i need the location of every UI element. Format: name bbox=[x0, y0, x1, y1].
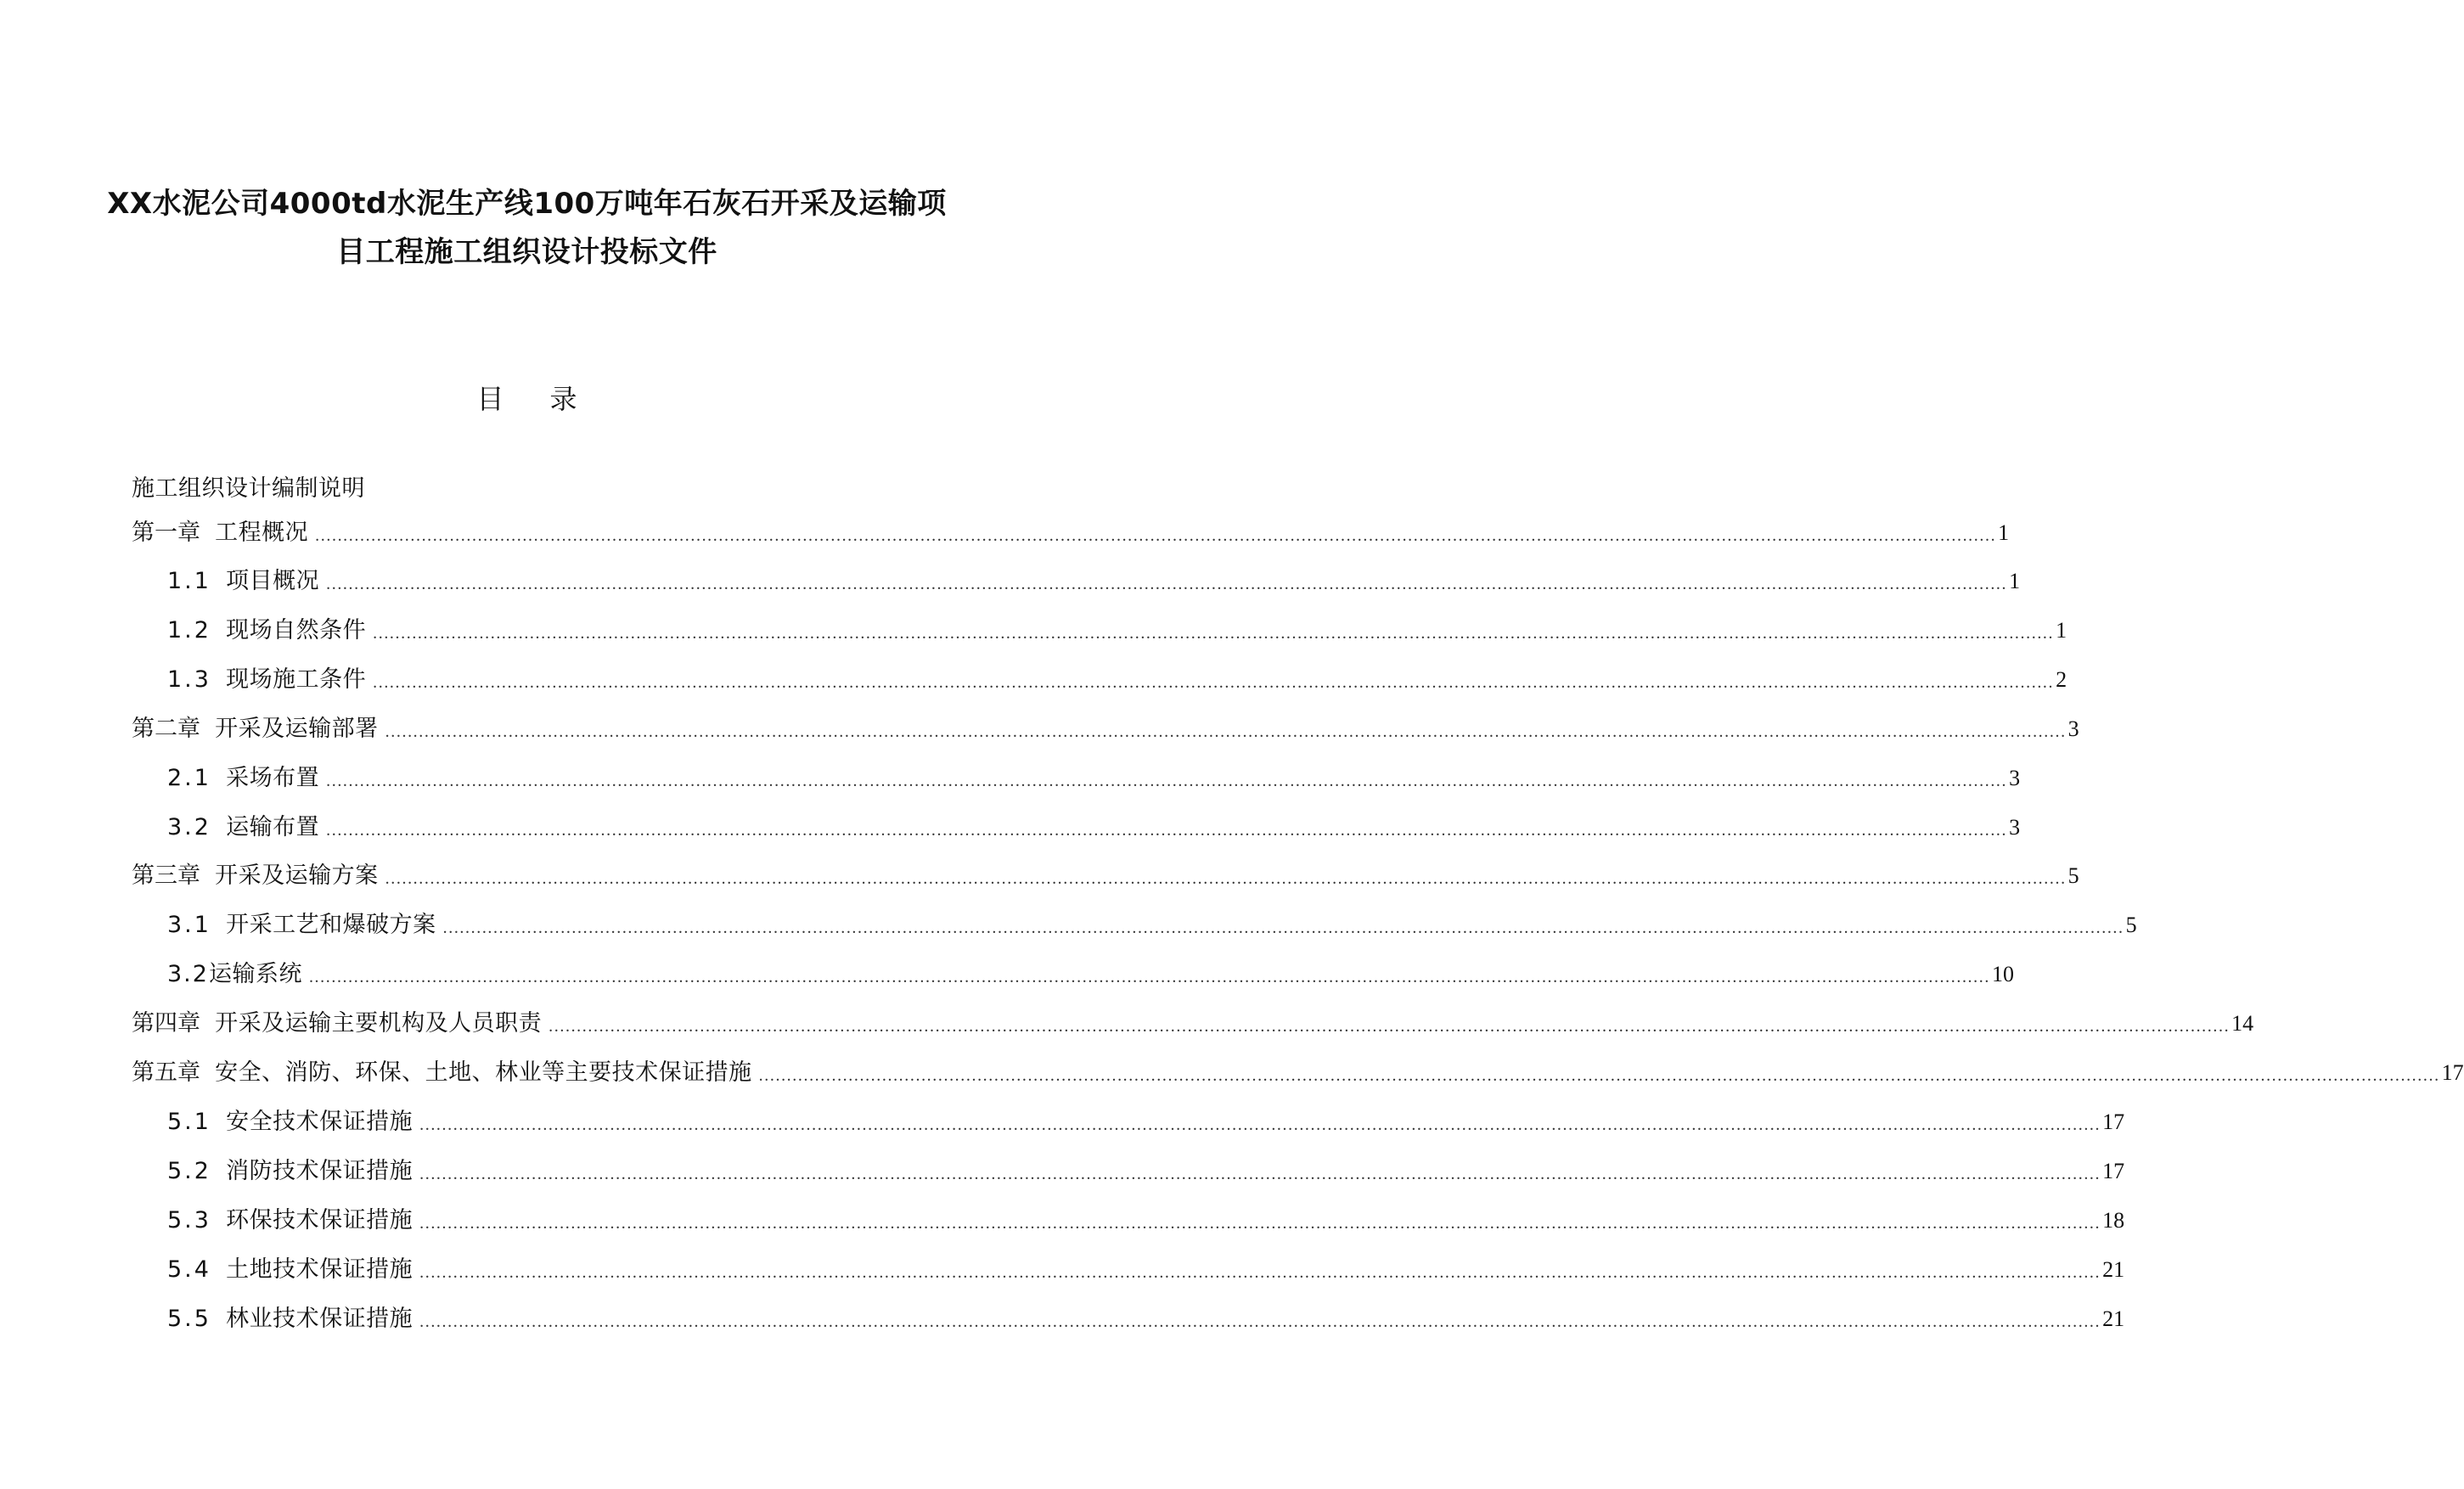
toc-entry-number: 3.2 bbox=[167, 961, 209, 987]
toc-entry-number: 5.5 bbox=[167, 1306, 211, 1332]
toc-heading-char-2: 录 bbox=[549, 383, 577, 415]
toc-entry-text: 消防技术保证措施 bbox=[226, 1158, 413, 1184]
toc-entry-section-5-2[interactable] bbox=[167, 1155, 2125, 1188]
toc-entry-text: 安全技术保证措施 bbox=[226, 1109, 413, 1135]
toc-preface-text: 施工组织设计编制说明 bbox=[132, 475, 365, 502]
toc-entry-section-5-3[interactable] bbox=[167, 1204, 2125, 1238]
toc-entry-text: 工程概况 bbox=[215, 520, 309, 546]
toc-entry-number: 3.1 bbox=[167, 912, 211, 938]
dot-leader: ............................................................................................................................................................................................................................................................................................................ bbox=[548, 1017, 2231, 1036]
toc-entry-chapter-5[interactable] bbox=[132, 1056, 2464, 1090]
toc-entry-text: 开采及运输主要机构及人员职责 bbox=[215, 1010, 543, 1037]
toc-entry-section-5-4[interactable] bbox=[167, 1253, 2125, 1287]
toc-entry-page: 17 bbox=[2102, 1159, 2125, 1183]
toc-entry-number: 5.1 bbox=[167, 1109, 211, 1135]
toc-entry-page: 3 bbox=[2009, 766, 2021, 790]
dot-leader: ............................................................................................................................................................................................................................................................................................................ bbox=[419, 1165, 2101, 1183]
toc-entry-text: 项目概况 bbox=[226, 568, 320, 594]
toc-entry-text: 开采工艺和爆破方案 bbox=[226, 912, 436, 938]
toc-entry-section-1-1[interactable] bbox=[167, 565, 2021, 598]
dot-leader: ............................................................................................................................................................................................................................................................................................................ bbox=[419, 1263, 2101, 1282]
toc-entry-chapter-3[interactable] bbox=[132, 859, 2079, 893]
toc-entry-chapter-4[interactable] bbox=[132, 1007, 2254, 1041]
toc-entry-number: 第四章 bbox=[132, 1010, 200, 1037]
toc-entry-page: 17 bbox=[2441, 1060, 2464, 1085]
toc-entry-number: 3.2 bbox=[167, 814, 211, 840]
toc-entry-number: 第三章 bbox=[132, 862, 200, 889]
toc-entry-text: 开采及运输方案 bbox=[215, 862, 379, 889]
toc-entry-text: 开采及运输部署 bbox=[215, 716, 379, 742]
toc-entry-page: 18 bbox=[2102, 1208, 2125, 1233]
toc-entry-number: 1.3 bbox=[167, 666, 211, 693]
toc-entry-chapter-1[interactable] bbox=[132, 516, 2010, 550]
toc-entry-number: 第一章 bbox=[132, 520, 200, 546]
dot-leader: ............................................................................................................................................................................................................................................................................................................ bbox=[385, 722, 2067, 741]
toc-entry-number: 第五章 bbox=[132, 1059, 200, 1086]
toc-entry-page: 17 bbox=[2102, 1110, 2125, 1134]
toc-entry-section-3-2-transport-layout[interactable] bbox=[167, 811, 2021, 845]
dot-leader: ............................................................................................................................................................................................................................................................................................................ bbox=[326, 772, 2008, 790]
toc-entry-section-5-5[interactable] bbox=[167, 1302, 2125, 1336]
toc-entry-text: 环保技术保证措施 bbox=[226, 1207, 413, 1233]
toc-entry-section-1-2[interactable] bbox=[167, 614, 2067, 648]
toc-entry-text: 运输系统 bbox=[208, 961, 302, 987]
toc-entry-page: 1 bbox=[2056, 618, 2067, 643]
document-title-line-1: XX水泥公司4000td水泥生产线100万吨年石灰石开采及运输项 bbox=[107, 187, 947, 221]
toc-entry-text: 采场布置 bbox=[226, 765, 320, 791]
dot-leader: ............................................................................................................................................................................................................................................................................................................ bbox=[315, 526, 1997, 545]
toc-entry-number: 5.3 bbox=[167, 1207, 211, 1233]
toc-entry-page: 21 bbox=[2102, 1306, 2125, 1331]
toc-entry-page: 3 bbox=[2009, 815, 2021, 840]
dot-leader: ............................................................................................................................................................................................................................................................................................................ bbox=[758, 1066, 2440, 1085]
toc-heading-char-1: 目 bbox=[476, 383, 504, 415]
toc-entry-text: 现场施工条件 bbox=[226, 666, 367, 693]
toc-entry-text: 现场自然条件 bbox=[226, 617, 367, 643]
dot-leader: ............................................................................................................................................................................................................................................................................................................ bbox=[373, 673, 2055, 692]
dot-leader: ............................................................................................................................................................................................................................................................................................................ bbox=[373, 624, 2055, 643]
toc-entry-page: 5 bbox=[2125, 913, 2137, 937]
toc-entry-section-5-1[interactable] bbox=[167, 1105, 2125, 1139]
toc-entry-page: 10 bbox=[1991, 962, 2014, 986]
dot-leader: ............................................................................................................................................................................................................................................................................................................ bbox=[308, 968, 1990, 986]
toc-entry-section-3-1[interactable] bbox=[167, 908, 2137, 942]
toc-entry-page: 14 bbox=[2231, 1011, 2254, 1036]
toc-entry-text: 运输布置 bbox=[226, 814, 320, 840]
dot-leader: ............................................................................................................................................................................................................................................................................................................ bbox=[442, 919, 2124, 937]
toc-entry-number: 1.2 bbox=[167, 617, 211, 643]
dot-leader: ............................................................................................................................................................................................................................................................................................................ bbox=[326, 821, 2008, 840]
toc-entry-page: 21 bbox=[2102, 1257, 2125, 1282]
toc-entry-section-3-2[interactable] bbox=[167, 958, 2014, 992]
toc-entry-number: 5.2 bbox=[167, 1158, 211, 1184]
toc-entry-text: 林业技术保证措施 bbox=[226, 1306, 413, 1332]
toc-entry-page: 3 bbox=[2067, 716, 2079, 741]
toc-entry-number: 5.4 bbox=[167, 1256, 211, 1283]
dot-leader: ............................................................................................................................................................................................................................................................................................................ bbox=[385, 869, 2067, 888]
dot-leader: ............................................................................................................................................................................................................................................................................................................ bbox=[419, 1214, 2101, 1233]
toc-entry-section-2-1[interactable] bbox=[167, 761, 2021, 795]
dot-leader: ............................................................................................................................................................................................................................................................................................................ bbox=[326, 575, 2008, 593]
toc-entry-chapter-2[interactable] bbox=[132, 712, 2079, 746]
toc-heading bbox=[0, 382, 1054, 416]
document-title-line-2: 目工程施工组织设计投标文件 bbox=[336, 235, 717, 269]
toc-preface[interactable] bbox=[132, 472, 925, 506]
toc-entry-number: 2.1 bbox=[167, 765, 211, 791]
toc-entry-page: 5 bbox=[2067, 863, 2079, 888]
toc-entry-page: 1 bbox=[2009, 569, 2021, 593]
toc-entry-number: 第二章 bbox=[132, 716, 200, 742]
dot-leader: ............................................................................................................................................................................................................................................................................................................ bbox=[419, 1115, 2101, 1134]
dot-leader: ............................................................................................................................................................................................................................................................................................................ bbox=[419, 1312, 2101, 1331]
toc-entry-text: 安全、消防、环保、土地、林业等主要技术保证措施 bbox=[215, 1059, 752, 1086]
toc-entry-number: 1.1 bbox=[167, 568, 211, 594]
toc-entry-text: 土地技术保证措施 bbox=[226, 1256, 413, 1283]
toc-entry-page: 2 bbox=[2056, 667, 2067, 692]
toc-entry-page: 1 bbox=[1998, 520, 2010, 545]
toc-entry-section-1-3[interactable] bbox=[167, 663, 2067, 697]
